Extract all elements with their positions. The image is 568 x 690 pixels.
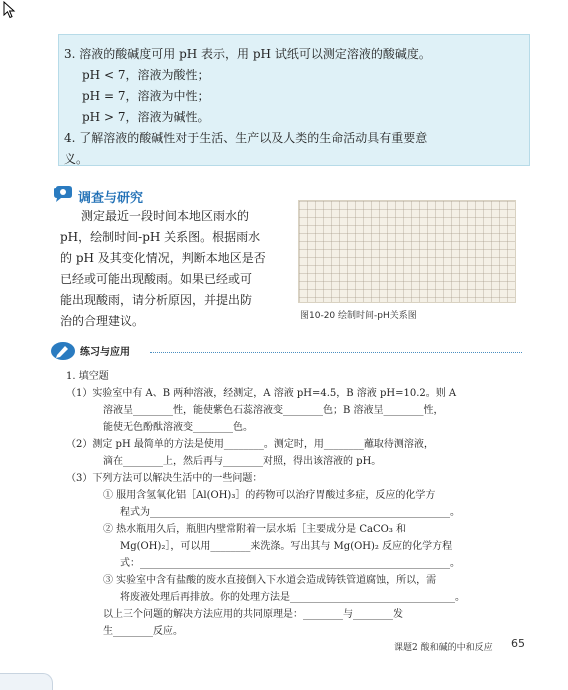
summary-ph-neutral: pH = 7，溶液为中性；: [82, 89, 210, 103]
summary-point-3: 3. 溶液的酸碱度可用 pH 表示，用 pH 试纸可以测定溶液的酸碱度。: [64, 47, 431, 61]
page-number: 65: [511, 637, 525, 650]
dotted-divider: [150, 352, 522, 353]
summary-point-4-cont: 义。: [64, 152, 89, 166]
question-line: 将废液处理后再排放。你的处理方法是_________________________________。: [120, 592, 465, 603]
summary-ph-acid: pH < 7，溶液为酸性；: [82, 68, 210, 82]
figure-caption: 图10-20 绘制时间-pH关系图: [300, 311, 417, 321]
summary-ph-base: pH > 7，溶液为碱性。: [82, 110, 210, 124]
summary-point-4: 4. 了解溶液的酸碱性对于生活、生产以及人类的生命活动具有重要意: [64, 131, 428, 145]
question-line: 1. 填空题: [66, 371, 109, 382]
exercise-title: 练习与应用: [80, 347, 130, 358]
question-line: 生________反应。: [103, 626, 183, 637]
research-line: 已经或可能出现酸雨。如果已经或可: [60, 272, 253, 286]
question-line: 溶液呈________性，能使紫色石蕊溶液变________色；B 溶液呈________性，: [103, 405, 444, 416]
research-line: 能出现酸雨，请分析原因，并提出防: [60, 293, 253, 307]
research-line: 治的合理建议。: [60, 314, 145, 328]
research-line: 测定最近一段时间本地区雨水的: [81, 209, 250, 223]
page-footer-title: 课题2 酸和碱的中和反应: [394, 643, 493, 653]
question-line: （1）实验室中有 A、B 两种溶液，经测定，A 溶液 pH=4.5，B 溶液 pH=10.2。则 A: [66, 388, 457, 399]
question-line: ① 服用含氢氧化铝［Al(OH)₃］的药物可以治疗胃酸过多症，反应的化学方: [103, 490, 436, 501]
window-corner-tab: [0, 673, 53, 690]
question-line: 能使无色酚酞溶液变________色。: [103, 422, 253, 433]
question-line: 程式为____________________________________________________________。: [120, 507, 460, 518]
research-line: 的 pH 及其变化情况，判断本地区是否: [60, 251, 266, 265]
question-line: Mg(OH)₂］，可以用________来洗涤。写出其与 Mg(OH)₂ 反应的化学方程: [120, 541, 453, 552]
question-line: ② 热水瓶用久后，瓶胆内壁常附着一层水垢［主要成分是 CaCO₃ 和: [103, 524, 407, 535]
mouse-cursor-icon: [3, 1, 17, 19]
speech-bubble-icon: [53, 186, 73, 203]
question-line: 式：______________________________________________________________。: [120, 558, 460, 569]
graph-paper-figure: [298, 200, 516, 303]
question-line: （2）测定 pH 最简单的方法是使用________。测定时，用________蘸取待测溶液，: [66, 439, 434, 450]
question-line: 滴在________上，然后再与________对照，得出该溶液的 pH。: [103, 456, 382, 467]
question-line: 以上三个问题的解决方法应用的共同原理是：________与________发: [103, 609, 403, 620]
pencil-badge-icon: [50, 341, 76, 361]
question-line: （3）下列方法可以解决生活中的一些问题：: [66, 473, 263, 484]
research-title: 调查与研究: [78, 191, 144, 206]
question-line: ③ 实验室中含有盐酸的废水直接倒入下水道会造成铸铁管道腐蚀，所以，需: [103, 575, 437, 586]
research-line: pH，绘制时间-pH 关系图。根据雨水: [60, 230, 261, 244]
